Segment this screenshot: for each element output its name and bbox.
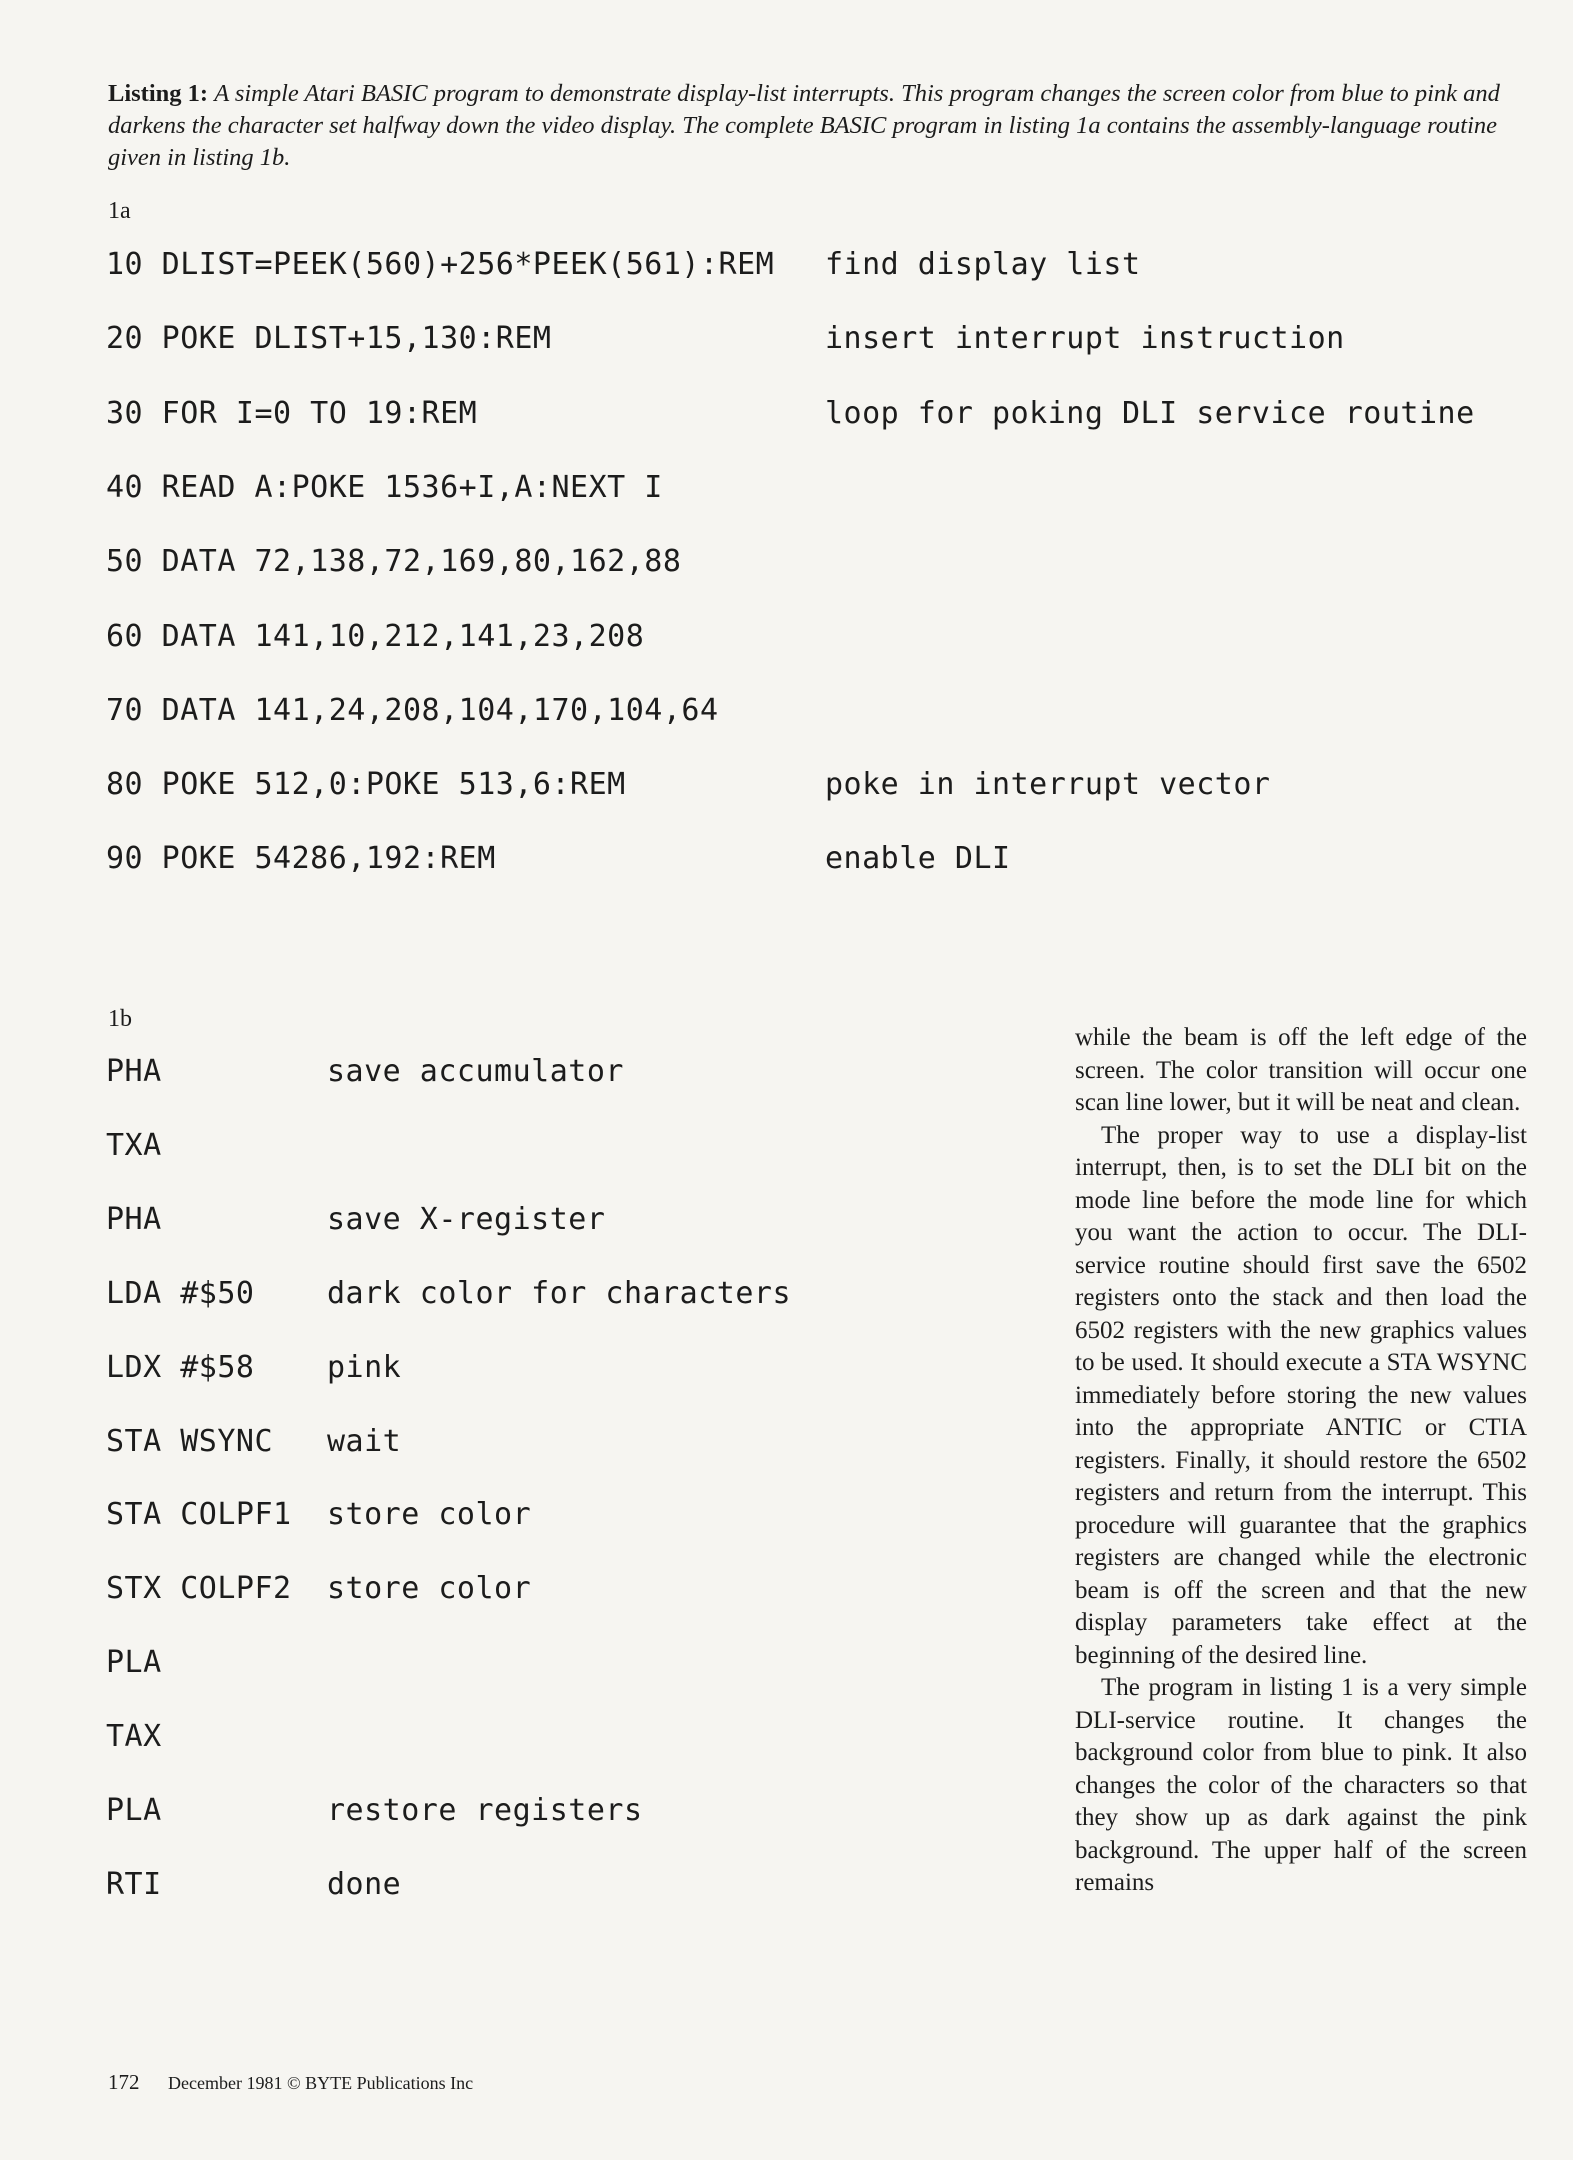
- listing-caption: [108, 78, 1500, 174]
- code-comment: wait: [327, 1423, 402, 1459]
- listing-1b-label: 1b: [108, 1006, 132, 1032]
- code-line: LDX #$58: [106, 1349, 255, 1385]
- code-comment: done: [327, 1866, 402, 1902]
- code-line: RTI: [106, 1866, 162, 1902]
- code-line: 20 POKE DLIST+15,130:REM: [106, 321, 552, 357]
- caption-body: A simple Atari BASIC program to demonstrate display-list interrupts. This program changes the screen color from blue to pink and darkens the character set halfway down the video display. The complete BASIC program in listing 1a contains the assembly-language routine given in listing 1b.: [108, 80, 1500, 171]
- article-paragraph: The program in listing 1 is a very simple DLI-service routine. It changes the background color from blue to pink. It also changes the color of the characters so that they show up as dark against the pink background. The upper half of the screen remains: [1075, 1674, 1527, 1896]
- publication-line: December 1981 © BYTE Publications Inc: [168, 2073, 474, 2093]
- code-comment: insert interrupt instruction: [825, 321, 1345, 357]
- code-line: 40 READ A:POKE 1536+I,A:NEXT I: [106, 469, 663, 505]
- code-line: 30 FOR I=0 TO 19:REM: [106, 395, 478, 431]
- code-comment: save X-register: [327, 1201, 606, 1237]
- code-comment: store color: [327, 1571, 532, 1607]
- page-number: 172: [108, 2070, 140, 2094]
- code-comment: restore registers: [327, 1793, 643, 1828]
- code-comment: store color: [327, 1497, 532, 1533]
- code-comment: pink: [327, 1349, 402, 1385]
- listing-1a-label: 1a: [108, 198, 131, 224]
- code-line: STX COLPF2: [106, 1571, 292, 1607]
- code-line: TXA: [106, 1127, 162, 1163]
- code-line: 60 DATA 141,10,212,141,23,208: [106, 618, 645, 654]
- article-column: [1075, 1022, 1527, 1900]
- code-comment: loop for poking DLI service routine: [825, 395, 1475, 431]
- code-comment: poke in interrupt vector: [825, 767, 1271, 803]
- code-line: STA WSYNC: [106, 1423, 274, 1459]
- page-footer: [108, 2070, 473, 2095]
- code-comment: dark color for characters: [327, 1275, 792, 1311]
- code-comment: find display list: [825, 247, 1141, 282]
- code-line: LDA #$50: [106, 1275, 255, 1311]
- code-line: PHA: [106, 1201, 162, 1237]
- code-line: PLA: [106, 1793, 162, 1828]
- code-comment: enable DLI: [825, 841, 1011, 877]
- code-line: 50 DATA 72,138,72,169,80,162,88: [106, 544, 682, 580]
- code-line: PHA: [106, 1054, 162, 1089]
- article-paragraph: The proper way to use a display-list interrupt, then, is to set the DLI bit on the mode line before the mode line for which you want the action to occur. The DLI-service routine should first save the 6502 registers onto the stack and then load the 6502 registers with the new graphics values to be used. It should execute a STA WSYNC immediately before storing the new values into the appropriate ANTIC or CTIA registers. Finally, it should restore the 6502 registers and return from the interrupt. This procedure will guarantee that the graphics registers are changed while the electronic beam is off the screen and that the new display parameters take effect at the beginning of the desired line.: [1075, 1121, 1527, 1669]
- code-line: 90 POKE 54286,192:REM: [106, 841, 496, 877]
- code-line: 70 DATA 141,24,208,104,170,104,64: [106, 692, 719, 728]
- code-comment: save accumulator: [327, 1054, 624, 1089]
- code-line: PLA: [106, 1645, 162, 1681]
- caption-lead: Listing 1:: [108, 80, 209, 107]
- code-line: 80 POKE 512,0:POKE 513,6:REM: [106, 767, 626, 803]
- code-line: STA COLPF1: [106, 1497, 292, 1533]
- code-line: 10 DLIST=PEEK(560)+256*PEEK(561):REM: [106, 247, 775, 282]
- code-line: TAX: [106, 1719, 162, 1755]
- article-paragraph: while the beam is off the left edge of the screen. The color transition will occur one scan line lower, but it will be neat and clean.: [1075, 1024, 1527, 1116]
